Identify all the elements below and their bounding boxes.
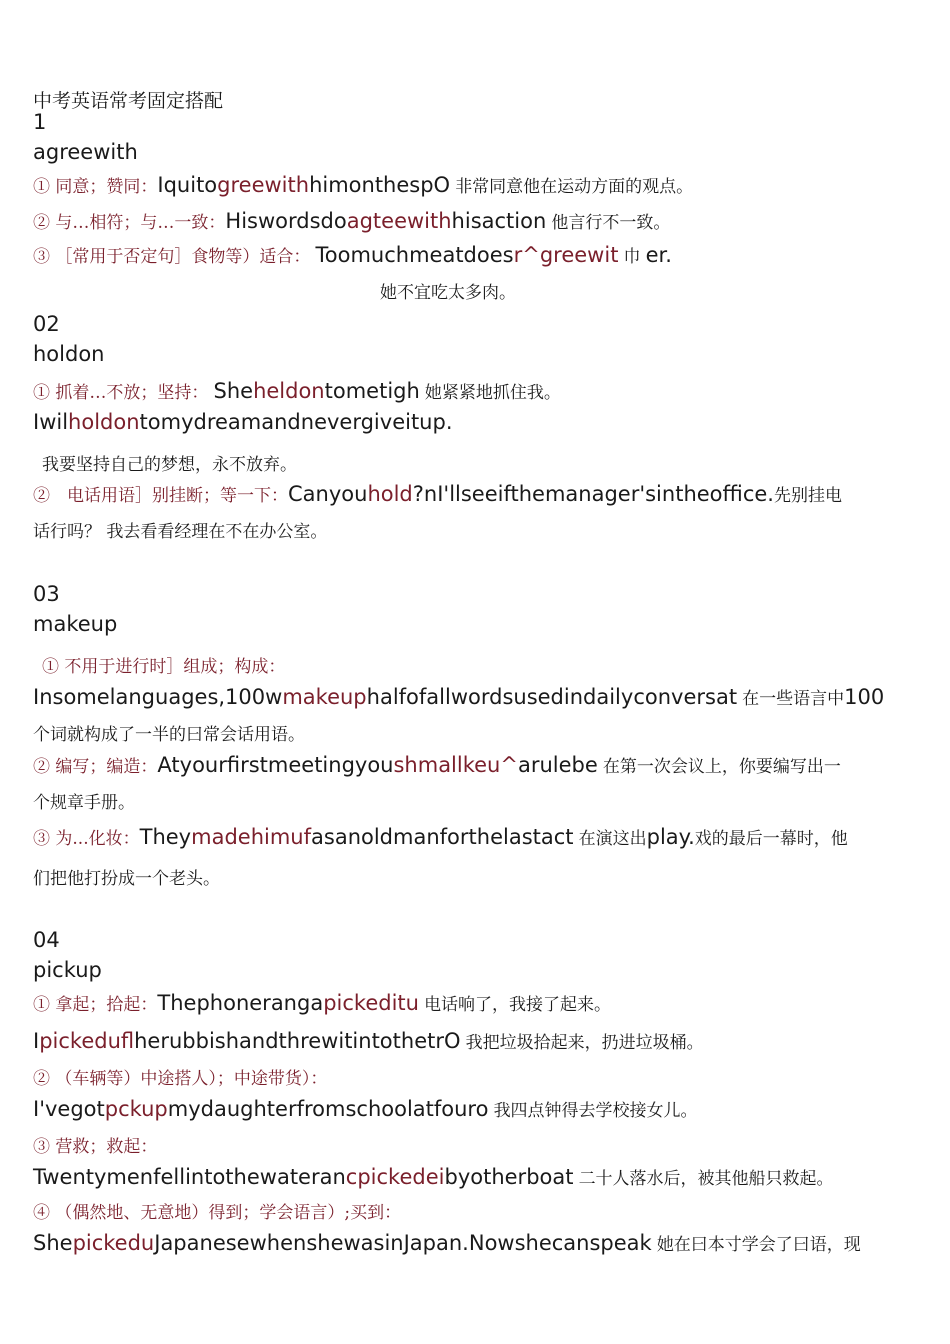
phrase-heading: makeup	[33, 612, 118, 636]
highlighted-phrase: pickeduf	[39, 1029, 135, 1053]
example-line	[33, 1164, 834, 1189]
example-text: er.	[645, 243, 672, 267]
example-text: byotherboat	[444, 1165, 574, 1189]
highlighted-phrase: makeup	[282, 685, 367, 709]
chinese-translation: 在演这出	[578, 829, 647, 849]
section-number: 03	[33, 582, 60, 606]
example-text: She	[213, 379, 254, 403]
phrase-heading: pickup	[33, 958, 102, 982]
example-text: I'vegot	[33, 1097, 105, 1121]
example-text: Atyourfirstmeetingyou	[157, 753, 394, 777]
highlighted-phrase: heldon	[253, 379, 325, 403]
example-line	[33, 1028, 704, 1053]
example-text: arulebe	[517, 753, 598, 777]
chinese-translation: 在一些语言中	[742, 689, 845, 709]
chinese-translation: 我要坚持自己的梦想，永不放弃。	[42, 455, 297, 475]
example-text: lherubbishandthrewitintothetrO	[134, 1029, 461, 1053]
definition-line	[33, 208, 670, 233]
example-text: She	[33, 1231, 73, 1255]
example-text: Hiswordsdo	[225, 209, 347, 233]
example-text: tomydreamandnevergiveitup.	[139, 410, 453, 434]
definition-line	[33, 752, 841, 777]
sense-marker: ③ ［常用于否定句］食物等）适合：	[33, 247, 311, 267]
chinese-translation: 个词就构成了一半的曰常会话用语。	[33, 725, 305, 745]
chinese-translation: 我把垃圾拾起来，扔进垃圾桶。	[465, 1033, 704, 1053]
example-text: Iwil	[33, 410, 69, 434]
sense-marker: ② 与…相符；与…一致：	[33, 213, 226, 233]
highlighted-phrase: cpickedei	[345, 1165, 445, 1189]
example-line	[33, 684, 884, 709]
definition-line	[42, 652, 285, 677]
definition-line	[33, 824, 848, 849]
chinese-translation: 她不宜吃太多肉。	[380, 283, 516, 303]
highlighted-phrase: r^greewit	[513, 243, 619, 267]
highlighted-phrase: pickedu	[72, 1231, 155, 1255]
chinese-translation: 们把他打扮成一个老头。	[33, 869, 220, 889]
example-line	[33, 1230, 861, 1255]
highlighted-phrase: madehimuf	[191, 825, 312, 849]
chinese-translation: 非常同意他在运动方面的观点。	[455, 177, 694, 197]
example-text: ?nI'llseeifthemanager'sintheoffice.	[412, 482, 774, 506]
section-number: 1	[33, 110, 47, 134]
example-line	[33, 1096, 698, 1121]
example-text: halfofallwordsusedindailyconversat	[366, 685, 738, 709]
example-line	[33, 410, 453, 434]
example-text: Toomuchmeatdoes	[315, 243, 514, 267]
example-text: asanoldmanforthelastact	[311, 825, 574, 849]
sense-marker: ① 拿起；拾起：	[33, 995, 158, 1015]
definition-line	[33, 990, 611, 1015]
sense-marker: ④ （偶然地、无意地）得到；学会语言）;买到：	[33, 1203, 402, 1223]
garbled-glyph: 巾	[623, 247, 641, 267]
sense-marker: ② 电话用语］别挂断；等一下：	[33, 486, 288, 506]
highlighted-phrase: shmallkeu^	[393, 753, 518, 777]
sense-marker: ① 不用于进行时］组成；构成：	[42, 657, 286, 677]
example-text: Insomelanguages,100w	[33, 685, 283, 709]
sense-marker: ③ 为...化妆：	[33, 829, 140, 849]
highlighted-phrase: holdon	[68, 410, 140, 434]
example-text: They	[139, 825, 192, 849]
definition-line	[33, 242, 672, 267]
example-text: 100	[844, 685, 885, 709]
example-text: I	[33, 1029, 40, 1053]
definition-line	[33, 378, 561, 403]
definition-line	[33, 1198, 401, 1223]
section-number: 04	[33, 928, 60, 952]
example-text: Iquito	[157, 173, 218, 197]
chinese-translation: 话行吗？ 我去看看经理在不在办公室。	[33, 522, 328, 542]
highlighted-phrase: pickeditu	[323, 991, 419, 1015]
definition-line	[33, 172, 693, 197]
page-title: 中考英语常考固定搭配	[33, 90, 224, 112]
chinese-translation: 二十人落水后，被其他船只救起。	[578, 1169, 834, 1189]
sense-marker: ① 抓着…不放；坚持：	[33, 383, 209, 403]
sense-marker: ① 同意；赞同：	[33, 177, 158, 197]
highlighted-phrase: hold	[367, 482, 413, 506]
example-text: Thephonerangа	[157, 991, 324, 1015]
phrase-heading: agreewith	[33, 140, 138, 164]
example-text: JapanesewhenshewasinJapan.Nowshecanspeak	[154, 1231, 652, 1255]
example-text: hisaction	[451, 209, 547, 233]
chinese-translation: 个规章手册。	[33, 793, 135, 813]
definition-line	[33, 1064, 327, 1089]
section-number: 02	[33, 312, 60, 336]
chinese-translation: 戏的最后一幕时，他	[694, 829, 848, 849]
example-text: Twentymenfellintothewateran	[33, 1165, 346, 1189]
chinese-translation: 在第一次会议上，你要编写出一	[602, 757, 841, 777]
chinese-translation: 他言行不一致。	[551, 213, 671, 233]
phrase-heading: holdon	[33, 342, 105, 366]
highlighted-phrase: greewith	[217, 173, 310, 197]
definition-line	[33, 1132, 157, 1157]
definition-line	[33, 481, 842, 506]
chinese-translation: 她紧紧地抓住我。	[424, 383, 561, 403]
highlighted-phrase: pckup	[104, 1097, 168, 1121]
sense-marker: ③ 营救；救起：	[33, 1137, 158, 1157]
chinese-translation: 电话响了，我接了起来。	[424, 995, 612, 1015]
sense-marker: ② （车辆等）中途搭人）；中途带货）：	[33, 1069, 328, 1089]
chinese-translation: 她在曰本寸学会了曰语，现	[656, 1235, 861, 1255]
chinese-translation: 先别挂电	[773, 486, 842, 506]
chinese-translation: 我四点钟得去学校接女儿。	[493, 1101, 698, 1121]
example-text: himonthespO	[309, 173, 451, 197]
example-text: mydaughterfromschoolatfouro	[167, 1097, 489, 1121]
example-text: tometigh	[324, 379, 420, 403]
sense-marker: ② 编写；编造：	[33, 757, 158, 777]
example-text: play.	[646, 825, 695, 849]
example-text: Canyou	[288, 482, 368, 506]
highlighted-phrase: agteewith	[346, 209, 452, 233]
